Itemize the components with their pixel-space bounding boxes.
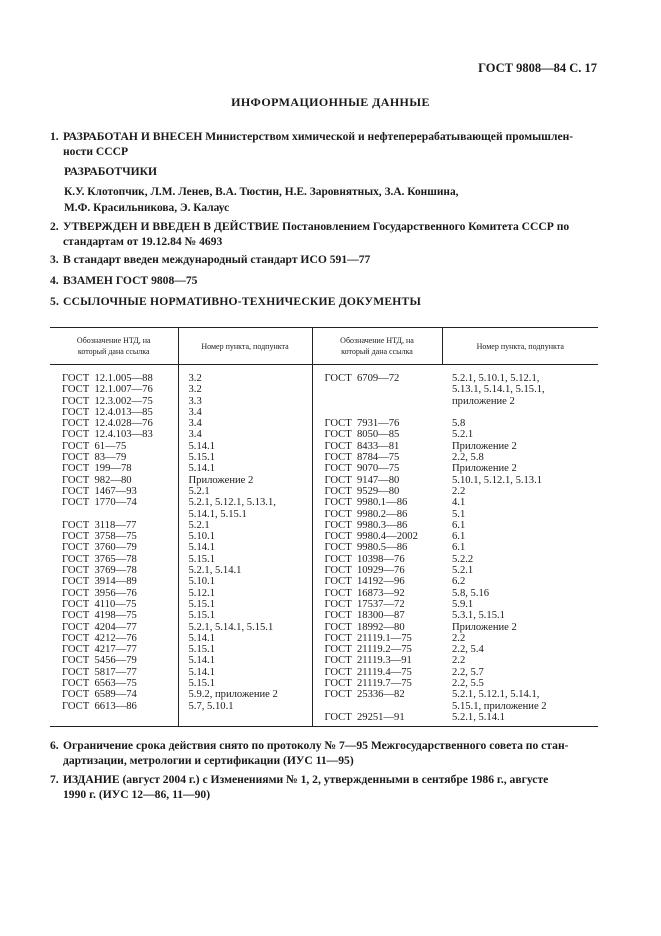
table-body-row (50, 365, 598, 727)
section-4 (50, 273, 598, 288)
section-3 (50, 252, 598, 267)
header-doc-right-line2: который дана ссылка (341, 347, 413, 356)
section-1-line2: ности СССР (63, 145, 129, 158)
section-7-line2: 1990 г. (ИУС 12—86, 11—90) (63, 788, 211, 801)
document-title: ИНФОРМАЦИОННЫЕ ДАННЫЕ (231, 95, 430, 109)
left-item-column: 3.2 3.2 3.3 3.4 3.4 3.4 5.14.1 5.15.1 5.14.1 Приложение 2 5.2.1 5.2.1, 5.12.1, 5.13.1, 5.14.1, 5.15.1 5.2.1 5.10.1 5.14.1 5.15.1 5.2.1, 5.14.1 5.10.1 5.12.1 5.15.1 5.15.1 5.2.1, 5.14.1, 5.15.1 5.14.1 5.15.1 5.14.1 5.14.1 5.15.1 5.9.2, приложение 2 5.7, 5.10.1 (178, 365, 312, 727)
left-doc-column: ГОСТ 12.1.005—88 ГОСТ 12.1.007—76 ГОСТ 12.3.002—75 ГОСТ 12.4.013—85 ГОСТ 12.4.028—76 ГОСТ 12.4.103—83 ГОСТ 61—75 ГОСТ 83—79 ГОСТ 199—78 ГОСТ 982—80 ГОСТ 1467—93 ГОСТ 1770—74 ГОСТ 3118—77 ГОСТ 3758—75 ГОСТ 3760—79 ГОСТ 3765—78 ГОСТ 3769—78 ГОСТ 3914—89 ГОСТ 3956—76 ГОСТ 4110—75 ГОСТ 4198—75 ГОСТ 4204—77 ГОСТ 4212—76 ГОСТ 4217—77 ГОСТ 5456—79 ГОСТ 5817—77 ГОСТ 6563—75 ГОСТ 6589—74 ГОСТ 6613—86 (50, 365, 178, 727)
section-5-text: ССЫЛОЧНЫЕ НОРМАТИВНО-ТЕХНИЧЕСКИЕ ДОКУМЕНТЫ (63, 295, 422, 308)
section-6 (50, 738, 598, 768)
right-doc-column: ГОСТ 6709—72 ГОСТ 7931—76 ГОСТ 8050—85 ГОСТ 8433—81 ГОСТ 8784—75 ГОСТ 9070—75 ГОСТ 9147—80 ГОСТ 9529—80 ГОСТ 9980.1—86 ГОСТ 9980.2—86 ГОСТ 9980.3—86 ГОСТ 9980.4—2002 ГОСТ 9980.5—86 ГОСТ 10398—76 ГОСТ 10929—76 ГОСТ 14192—96 ГОСТ 16873—92 ГОСТ 17537—72 ГОСТ 18300—87 ГОСТ 18992—80 ГОСТ 21119.1—75 ГОСТ 21119.2—75 ГОСТ 21119.3—91 ГОСТ 21119.4—75 ГОСТ 21119.7—75 ГОСТ 25336—82 ГОСТ 29251—91 (312, 365, 442, 727)
section-1-line1: РАЗРАБОТАН И ВНЕСЕН Министерством химической и нефтеперерабатывающей промышлен- (63, 130, 574, 143)
section-4-text: ВЗАМЕН ГОСТ 9808—75 (63, 274, 198, 287)
section-7-number: 7. (50, 773, 59, 786)
developers-line2: М.Ф. Красильникова, Э. Калаус (64, 202, 230, 214)
section-6-number: 6. (50, 739, 59, 752)
right-item-column: 5.2.1, 5.10.1, 5.12.1, 5.13.1, 5.14.1, 5.15.1, приложение 2 5.8 5.2.1 Приложение 2 2.2, 5.8 Приложение 2 5.10.1, 5.12.1, 5.13.1 2.2 4.1 5.1 6.1 6.1 6.1 5.2.2 5.2.1 6.2 5.8, 5.16 5.9.1 5.3.1, 5.15.1 Приложение 2 2.2 2.2, 5.4 2.2 2.2, 5.7 2.2, 5.5 5.2.1, 5.12.1, 5.14.1, 5.15.1, приложение 2 5.2.1, 5.14.1 (442, 365, 598, 727)
section-1-number: 1. (50, 130, 59, 143)
header-doc-left-line2: который дана ссылка (77, 347, 150, 356)
header-doc-right-line1: Обозначение НТД, на (340, 336, 414, 345)
header-doc-right (312, 328, 442, 365)
developers-heading: РАЗРАБОТЧИКИ (64, 165, 158, 178)
section-3-text: В стандарт введен международный стандарт ИСО 591—77 (63, 253, 371, 266)
section-6-line2: дартизации, метрологии и сертификации (ИУС 11—95) (63, 754, 354, 767)
header-doc-left-line1: Обозначение НТД, на (76, 336, 151, 345)
section-3-number: 3. (50, 253, 59, 266)
header-doc-left (50, 328, 178, 365)
section-2-number: 2. (50, 220, 59, 233)
page-header: ГОСТ 9808—84 С. 17 (478, 61, 597, 75)
section-2-line2: стандартам от 19.12.84 № 4693 (63, 235, 223, 248)
section-4-number: 4. (50, 274, 59, 287)
reference-table (50, 327, 598, 727)
section-5 (50, 294, 598, 309)
developers-line1: К.У. Клотопчик, Л.М. Ленев, В.А. Тюстин, Н.Е. Заровнятных, З.А. Коншина, (64, 186, 459, 198)
developers-list (64, 184, 598, 216)
section-7-line1: ИЗДАНИЕ (август 2004 г.) с Изменениями № 1, 2, утвержденными в сентябре 1986 г., августе (63, 773, 549, 786)
header-item-right: Номер пункта, подпункта (442, 328, 598, 365)
section-6-line1: Ограничение срока действия снято по протоколу № 7—95 Межгосударственного совета по стан- (63, 739, 569, 752)
section-5-number: 5. (50, 295, 60, 308)
section-2-line1: УТВЕРЖДЕН И ВВЕДЕН В ДЕЙСТВИЕ Постановлением Государственного Комитета СССР по (63, 220, 570, 233)
table-header-row (50, 328, 598, 365)
section-1 (50, 129, 598, 159)
section-2 (50, 219, 598, 249)
header-item-left: Номер пункта, подпункта (178, 328, 312, 365)
section-7 (50, 772, 598, 802)
